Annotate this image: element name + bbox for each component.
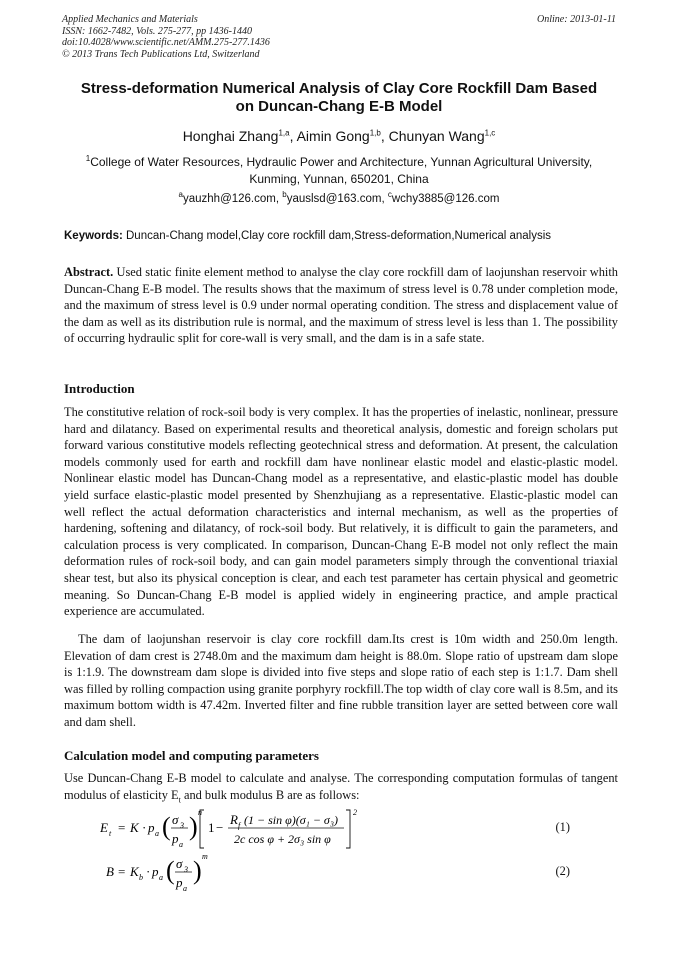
eq1-pa: p (172, 831, 179, 846)
title-line-1: Stress-deformation Numerical Analysis of Clay Core Rockfill Dam Based (80, 80, 598, 97)
eq1-sigma3-sub: 3 (180, 821, 184, 830)
email-address: yauslsd@163.com, (286, 193, 388, 205)
eq1-num-R: R (230, 812, 238, 827)
subscript-t: t (178, 795, 181, 805)
paper-title (40, 80, 638, 116)
eq1-exp-2: 2 (353, 808, 357, 817)
eq2-lparen: ( (166, 856, 175, 885)
eq1-lhs-sub: t (109, 829, 112, 838)
eq2-p: p (152, 864, 159, 879)
eq2-sigma3-sub: 3 (184, 865, 188, 874)
eq2-sigma3: σ (176, 856, 183, 871)
calculation-text: Use Duncan-Chang E-B model to calculate and analyse. The corresponding computation formulas of tangent modulus of elasticity E (64, 771, 618, 802)
affiliation-mark: 1 (85, 154, 91, 163)
eq1-p: p (148, 820, 155, 835)
email-mark: b (282, 190, 287, 200)
eq2-exp-m: m (202, 852, 208, 861)
section-heading-calculation-model: Calculation model and computing parameters (64, 748, 319, 763)
introduction-paragraph-1: The constitutive relation of rock-soil body is very complex. It has the properties of inelastic, nonlinear, pressure hard and dilatancy. Based on experimental results and theoretical analysis, domestic and foreign scholars put forward various constitutive models reflecting geotechnical stress and deformation. At present, the calculation models commonly used for earth and rockfill dam have nonlinear elastic model and elastic-plastic model. Nonlinear elastic model has Duncan-Chang model as a representative, and elastic-plastic model has double yield surface elastic-plastic model presented by Shenzhujiang as a representative. Elastic-plastic model can well reflect the actual deformation characteristics and internal mechanism, as well as the properties of hardening, softening and dilatancy, of rock-soil body. But relatively, it is difficult to gain the parameters, and calculation process is very complicated. In comparison, Duncan-Chang E-B model not only reflect the main deformation rules of rock-soil body, and can gain model parameters simply through the conventional triaxial shear test, but also its physical conception is clear, and each test parameter has certain physical and geometric meaning. So Duncan-Chang E-B model is applied widely in engineering practice, and ample practical experience are accumulated. (64, 405, 618, 619)
author-name: Aimin Gong (296, 128, 370, 144)
email-address: wchy3885@126.com (391, 193, 500, 205)
affiliation-line-1: College of Water Resources, Hydraulic Power and Architecture, Yunnan Agricultural University, (90, 155, 593, 169)
author-separator: , (289, 128, 297, 144)
eq2-equals: = (118, 864, 126, 879)
eq1-pa-sub: a (179, 840, 183, 849)
online-date: Online: 2013-01-11 (537, 14, 616, 25)
eq2-rparen: ) (193, 856, 202, 885)
eq1-lparen: ( (162, 812, 171, 841)
eq1-dot: · (142, 820, 147, 835)
keywords-text: Duncan-Chang model,Clay core rockfill dam,Stress-deformation,Numerical analysis (122, 230, 552, 242)
journal-name: Applied Mechanics and Materials (62, 14, 198, 25)
copyright-line: © 2013 Trans Tech Publications Ltd, Switzerland (62, 48, 260, 60)
email-mark: a (178, 190, 183, 200)
eq1-equals: = (118, 820, 126, 835)
keywords-label: Keywords: (64, 230, 123, 242)
eq1-num-R-sub: f (238, 821, 241, 830)
eq1-minus: − (216, 820, 224, 835)
eq1-rparen: ) (189, 812, 198, 841)
eq1-p-sub: a (155, 829, 159, 838)
eq2-pa: p (176, 875, 183, 890)
affiliation (60, 154, 618, 188)
abstract-label: Abstract. (64, 265, 114, 279)
author-affiliation-mark: 1,c (484, 128, 496, 138)
eq2-p-sub: a (159, 873, 163, 882)
eq1-numerator: (1 − sin φ)(σ₁ − σ₃) (244, 813, 339, 827)
abstract (64, 264, 618, 347)
author-name: Honghai Zhang (182, 128, 279, 144)
eq1-denominator: 2c cos φ + 2σ₃ sin φ (234, 832, 331, 846)
eq1-exp-n: n (198, 808, 202, 817)
introduction-paragraph-2: The dam of laojunshan reservoir is clay core rockfill dam.Its crest is 10m width and 250.0m length. Elevation of dam crest is 2748.0m and the maximum dam height is 88.0m. Slope ratio of upstream dam slope is 1:1.9. The downstream dam slope is divided into five steps and slope ratio of each step is 1:1.7. Dam shell was filled by rolling compaction using granite porphyry rockfill.The top width of clay core wall is 8.5m, and its maximum bottom width is 47.42m. Inverted filter and fine rubble transition layer are setted between core wall and dam shell. (64, 632, 618, 729)
email-list (40, 192, 638, 207)
calculation-paragraph (64, 770, 618, 803)
eq2-lhs: B (106, 864, 114, 879)
eq2-pa-sub: a (183, 884, 187, 893)
equation-number-1: (1) (555, 820, 570, 834)
eq1-rbracket (346, 810, 350, 848)
author-affiliation-mark: 1,b (369, 128, 381, 138)
title-line-2: on Duncan-Chang E-B Model (235, 98, 443, 115)
abstract-text: Used static finite element method to analyse the clay core rockfill dam of laojunshan reservoir whith Duncan-Chang E-B model. The results shows that the maximum of stress level is 0.78 under completion mode, and the maximum of stress level is 0.9 under normal operating condition. The stress and displacement value of the dam as well as its distribution rule is normal, and the maximum of stress level is less than 1. The possibility of occurring hydraulic split for core-wall is very small, and the dam is in a safe state. (64, 265, 618, 346)
equation-1 (100, 806, 390, 854)
eq1-K: K (130, 820, 139, 835)
eq2-K: K (130, 864, 139, 879)
eq2-dot: · (146, 864, 151, 879)
calculation-text-end: and bulk modulus B are as follows: (180, 787, 360, 802)
eq2-K-sub: b (139, 873, 143, 882)
section-heading-introduction: Introduction (64, 381, 135, 396)
author-name: Chunyan Wang (388, 128, 485, 144)
eq1-lhs: E (100, 820, 108, 835)
author-affiliation-mark: 1,a (278, 128, 290, 138)
eq1-one: 1 (208, 820, 215, 835)
keywords (64, 229, 618, 244)
author-list (40, 128, 638, 145)
issn-line: ISSN: 1662-7482, Vols. 275-277, pp 1436-1440 (62, 25, 252, 37)
affiliation-line-2: Kunming, Yunnan, 650201, China (249, 172, 429, 186)
email-address: yauzhh@126.com, (182, 193, 283, 205)
email-mark: c (387, 190, 392, 200)
author-separator: , (380, 128, 389, 144)
equation-2 (100, 850, 260, 898)
eq1-sigma3: σ (172, 812, 179, 827)
doi-line: doi:10.4028/www.scientific.net/AMM.275-277.1436 (62, 37, 270, 48)
equation-number-2: (2) (555, 864, 570, 878)
running-header (62, 14, 616, 60)
